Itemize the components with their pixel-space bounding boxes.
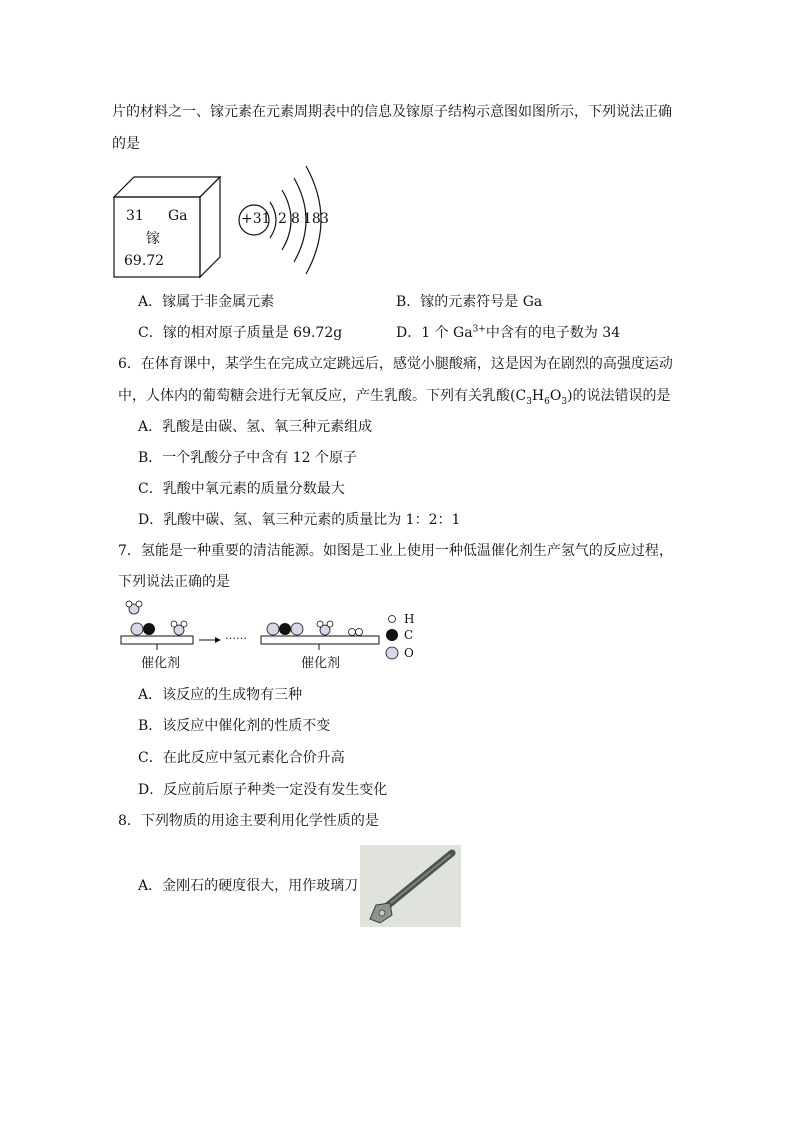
atomic-structure-diagram [232,160,342,280]
element-name: 镓 [146,231,160,247]
q7-option-a: A．该反应的生成物有三种 [138,687,303,703]
q5-option-c: C．镓的相对原子质量是 69.72g [138,325,343,341]
element-symbol: Ga [168,208,188,224]
glass-cutter-icon [360,845,461,927]
q6-option-b: B．一个乳酸分子中含有 12 个原子 [138,450,358,466]
legend-symbols [382,612,402,672]
legend-carbon: C [404,628,414,642]
q6-option-d: D．乳酸中碳、氢、氧三种元素的质量比为 1：2：1 [138,512,461,528]
q6-stem-line-2: 中，人体内的葡萄糖会进行无氧反应，产生乳酸。下列有关乳酸$(C_3H_6O_3)$的说法错误的是 [118,388,671,407]
q5-option-b: B．镓的元素符号是 Ga [396,294,543,310]
glass-cutter-photo [360,845,461,927]
q7-option-d: D．反应前后原子种类一定没有发生变化 [138,782,388,798]
q6-stem-line-1: 6．在体育课中，某学生在完成立定跳远后，感觉小腿酸痛，这是因为在剧烈的高强度运动 [118,356,673,372]
q7-stem-line-1: 7．氢能是一种重要的清洁能源。如图是工业上使用一种低温催化剂生产氢气的反应过程， [118,543,673,559]
q5-option-a: A．镓属于非金属元素 [138,294,275,310]
q6-option-c: C．乳酸中氧元素的质量分数最大 [138,481,345,497]
nucleus-charge: +31 [241,211,271,227]
atomic-mass: 69.72 [124,253,165,269]
question-5-stem-line-1: 片的材料之一、镓元素在元素周期表中的信息及镓原子结构示意图如图所示，下列说法正确 [112,104,672,120]
catalyst-label-left: 催化剂 [141,656,181,671]
legend-oxygen: O [404,646,414,660]
q8-option-a: A．金刚石的硬度很大，用作玻璃刀 [138,878,359,894]
question-5-stem-line-2: 的是 [112,136,140,152]
shell-2-electrons: 8 [291,211,300,227]
atomic-number: 31 [126,208,144,224]
catalyst-label-right: 催化剂 [301,656,341,671]
legend-hydrogen: H [404,612,415,626]
shell-4-electrons: 3 [320,211,329,227]
q5-option-d: D．1 个 $Ga^{3+}$中含有的电子数为 34 [396,324,621,341]
shell-1-electrons: 2 [278,211,287,227]
periodic-table-cell [112,175,222,280]
atom-legend [382,612,422,672]
arrow-dots: …… [225,629,247,642]
q7-option-b: B．该反应中催化剂的性质不变 [138,718,331,734]
q7-stem-line-2: 下列说法正确的是 [118,574,230,590]
q6-option-a: A．乳酸是由碳、氢、氧三种元素组成 [138,419,373,435]
q8-stem: 8．下列物质的用途主要利用化学性质的是 [118,813,379,829]
q7-option-c: C．在此反应中氢元素化合价升高 [138,750,345,766]
shell-3-electrons: 18 [303,211,321,227]
